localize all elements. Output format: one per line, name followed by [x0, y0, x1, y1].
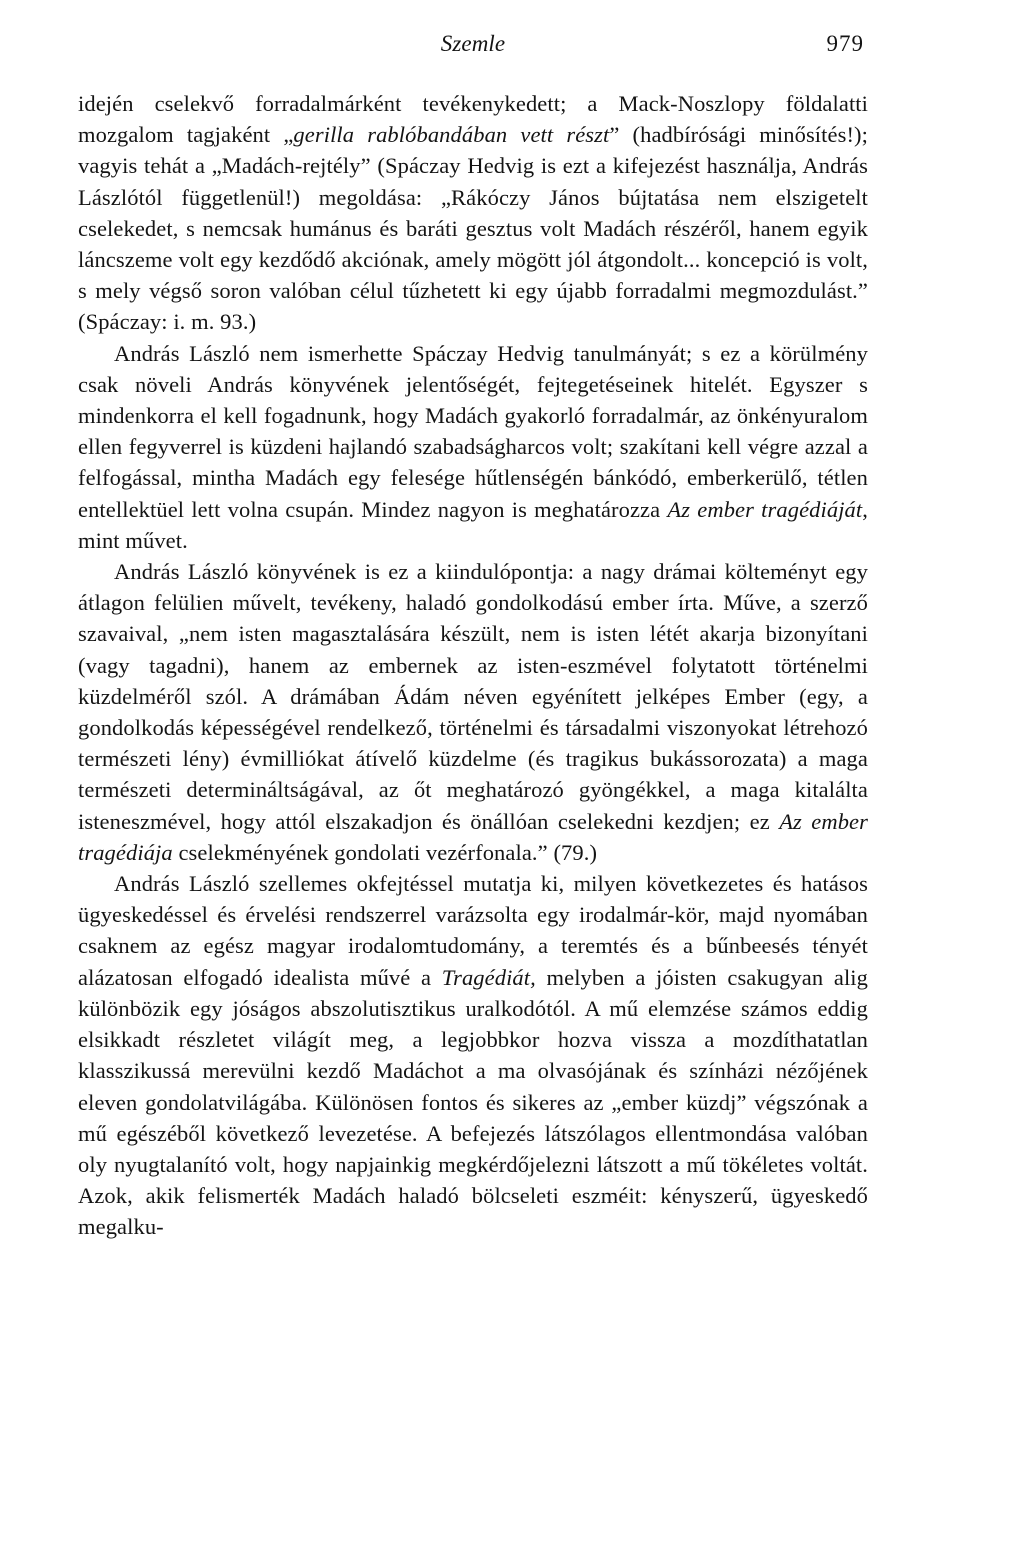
text-run: melyben a jóisten csakugyan alig különbözik egy jóságos abszolutisztikus uralkodótól. A mű elemzése számos eddig elsikkadt részletet világít meg, a legjobbkor hozva vissza a mozdíthatatlan klasszikussá merevülni kezdő Madáchot a ma olvasójának és színházi nézőjének eleven gondolatvilágába. Különösen fontos és sikeres az „ember küzdj” végszónak a mű egészéből következő levezetése. A befejezés látszólagos ellentmondása valóban oly nyugtalanító volt, hogy napjainkig megkérdőjelezni látszott a mű tökéletes voltát. Azok, akik felismerték Madách haladó bölcseleti eszméit: kényszerű, ügyeskedő megalku-	[78, 964, 868, 1240]
page-number: 979	[826, 31, 864, 56]
text-run: András László könyvének is ez a kiindulópontja: a nagy drámai költeményt egy átlagon felülien művelt, tevékeny, haladó gondolkodású ember írta. Műve, a szerző szavaival, „nem isten magasztalására készült, nem is isten létét akarja bizonyítani (vagy tagadni), hanem az embernek az isten-eszmével folytatott történelmi küzdelméről szól. A drámában Ádám néven egyénített jelképes Ember (egy, a gondolkodás képességével rendelkező, történelmi és társadalmi viszonyokat létrehozó természeti lény) évmilliókat átívelő küzdelme (és tragikus bukássorozata) a maga természeti determináltságával, az őt meghatározó gyöngékkel, a maga kitalálta isteneszmével, hogy attól elszakadjon és önállóan cselekedni kezdjen; ez	[78, 559, 868, 834]
paragraph	[78, 556, 868, 868]
italic-title: Tragédiát,	[441, 964, 536, 990]
text-run: András László szellemes okfejtéssel mutatja ki, milyen következetes és hatásos ügyeskedéssel és érvelési rendszerrel varázsolta egy irodalmár-kör, majd nyomában csaknem az egész magyar irodalomtudomány, a teremtés és a bűnbeesés tényét alázatosan elfogadó idealista művé a	[78, 871, 868, 990]
book-page	[78, 22, 868, 1243]
text-run: András László nem ismerhette Spáczay Hedvig tanulmányát; s ez a körülmény csak növeli András könyvének jelentőségét, fejtegetéseinek hitelét. Egyszer s mindenkorra el kell fogadnunk, hogy Madách gyakorló forradalmár, az önkényuralom ellen fegyverrel is küzdeni hajlandó szabadságharcos volt; szakítani kell végre azzal a felfogással, mintha Madách egy felesége hűtlenségén bánkódó, emberkerülő, tétlen entellektüel lett volna csupán. Mindez nagyon is meghatározza	[78, 340, 868, 522]
text-run: cselekményének gondolati vezérfonala.” (79.)	[172, 839, 598, 865]
body-text	[78, 88, 868, 1243]
paragraph	[78, 338, 868, 556]
text-run: , mint művet.	[78, 496, 868, 553]
running-head	[78, 22, 868, 66]
text-run: idején cselekvő forradalmárként tevékenykedett; a Mack-Noszlopy földalatti mozgalom tagjaként „	[78, 91, 868, 148]
italic-title: Az ember tragédiája	[78, 808, 868, 865]
paragraph-continued	[78, 88, 868, 338]
italic-title: Az ember tragédiáját	[667, 496, 863, 522]
paragraph	[78, 868, 868, 1242]
text-run: ” (hadbírósági minősítés!); vagyis tehát a „Madách-rejtély” (Spáczay Hedvig is ezt a kifejezést használja, András Lászlótól függetlenül!) megoldása: „Rákóczy János bújtatása nem elszigetelt cselekedet, s nemcsak humánus és baráti gesztus volt Madách részéről, hanem egyik láncszeme volt egy kezdődő akciónak, amely mögött jól átgondolt... koncepció is volt, s mely végső soron valóban célul tűzhetett ki egy újabb forradalmi megmozdulást.” (Spáczay: i. m. 93.)	[78, 122, 868, 335]
italic-quote: gerilla rablóbandában vett részt	[293, 122, 610, 148]
running-title: Szemle	[440, 31, 506, 56]
